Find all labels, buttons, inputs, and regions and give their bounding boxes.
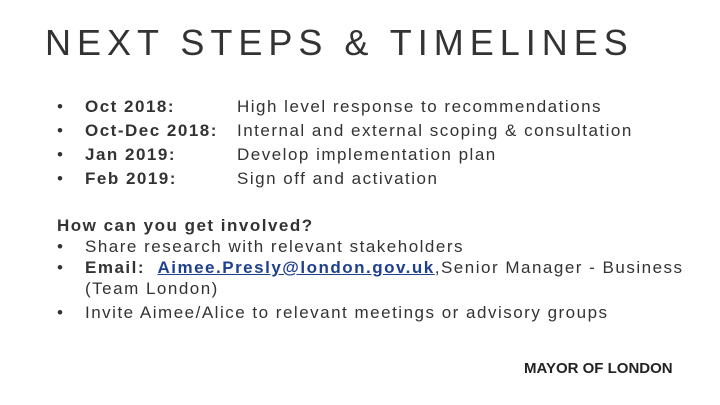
mayor-of-london-logo: MAYOR OF LONDON — [524, 360, 673, 377]
list-item-text: Share research with relevant stakeholders — [85, 237, 464, 256]
list-item-text: Invite Aimee/Alice to relevant meetings or advisory groups — [85, 303, 609, 322]
email-link[interactable]: Aimee.Presly@london.gov.uk — [157, 258, 435, 277]
bullet: • — [57, 145, 65, 164]
timeline-description: High level response to recommendations — [237, 97, 603, 116]
timeline-date: Oct 2018: — [85, 97, 176, 116]
bullet: • — [57, 303, 65, 322]
bullet: • — [57, 97, 65, 116]
email-role-text: ,Senior Manager - Business (Team London) — [85, 258, 684, 298]
timeline-description: Sign off and activation — [237, 169, 439, 188]
involvement-section — [57, 215, 697, 323]
involvement-heading: How can you get involved? — [57, 216, 314, 235]
bullet: • — [57, 169, 65, 188]
timeline-date: Feb 2019: — [85, 169, 177, 188]
timeline-date: Jan 2019: — [85, 145, 176, 164]
bullet: • — [57, 121, 65, 140]
bullet: • — [57, 237, 65, 256]
timeline-date: Oct-Dec 2018: — [85, 121, 218, 140]
page-title: NEXT STEPS & TIMELINES — [45, 22, 634, 63]
timeline-description: Develop implementation plan — [237, 145, 497, 164]
list-item-email — [57, 257, 697, 299]
bullet: • — [57, 258, 65, 277]
timeline-description: Internal and external scoping & consultation — [237, 121, 633, 140]
email-label: Email: — [85, 258, 146, 277]
list-item — [57, 236, 697, 257]
list-item — [57, 302, 697, 323]
